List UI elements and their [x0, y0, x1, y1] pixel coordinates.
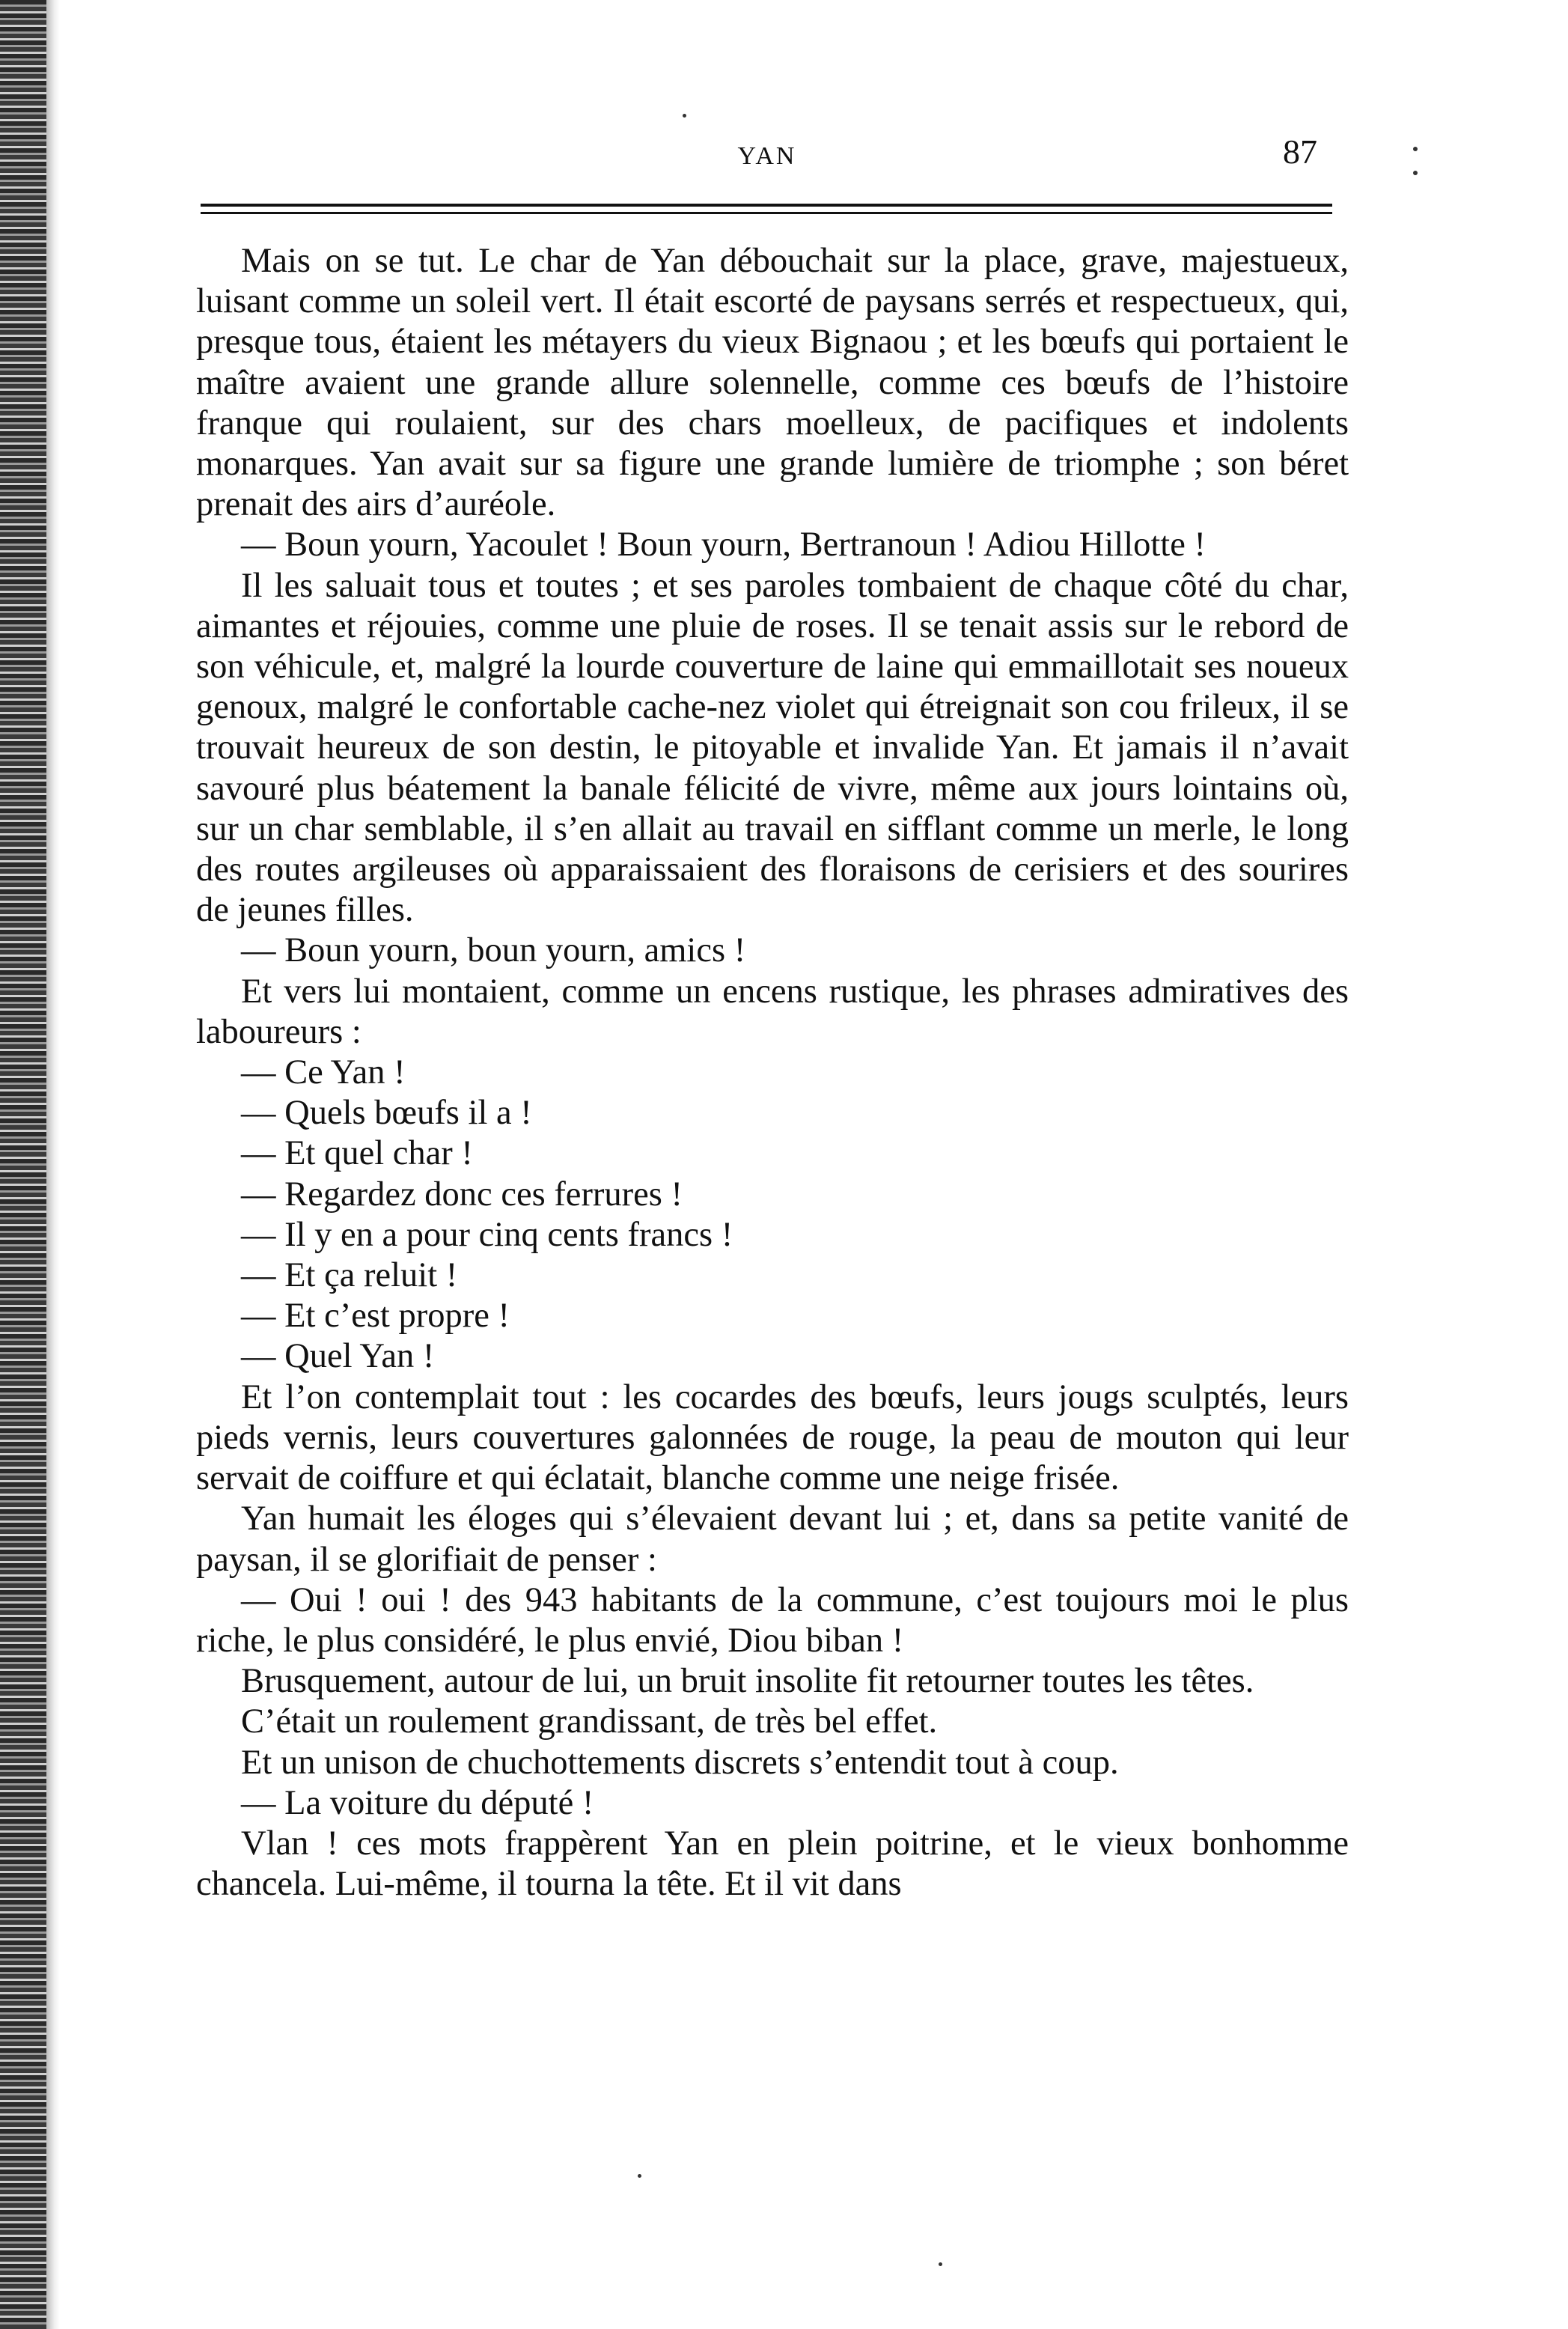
paragraph: — Quels bœufs il a ! — [241, 1094, 532, 1133]
scan-speck — [638, 2174, 641, 2178]
header-rule-thin — [201, 212, 1332, 214]
paragraph: — Et ça reluit ! — [241, 1256, 458, 1295]
scan-speck — [1413, 147, 1418, 151]
book-binding-edge — [0, 0, 46, 2329]
body-text — [196, 241, 1349, 1905]
page-gutter-shadow — [46, 0, 60, 2329]
paragraph: Mais on se tut. Le char de Yan débouchait sur la place, grave, majestueux, luisant comme un soleil vert. Il était escorté de paysans serrés et respectueux, qui, presque tous, étaient les métayers du vieux Bignaou ; et les bœufs qui portaient le maître avaient une grande allure solennelle, comme ces bœufs de l’histoire franque qui roulaient, sur des chars moelleux, de pacifiques et indolents monarques. Yan avait sur sa figure une grande lumière de triomphe ; son béret prenait des airs d’auréole. — [196, 242, 1349, 524]
scan-speck — [1413, 171, 1418, 175]
paragraph: — Et quel char ! — [241, 1134, 473, 1173]
paragraph: Et l’on contemplait tout : les cocardes des bœufs, leurs jougs sculptés, leurs pieds vernis, leurs couvertures galonnées de rouge, la peau de mouton qui leur servait de coiffure et qui éclatait, blanche comme une neige frisée. — [196, 1377, 1349, 1498]
running-header — [202, 132, 1332, 184]
paragraph: — Boun yourn, Yacoulet ! Boun yourn, Bertranoun ! Adiou Hillotte ! — [241, 526, 1206, 564]
paragraph: Et vers lui montaient, comme un encens rustique, les phrases admiratives des laboureurs : — [196, 972, 1349, 1051]
paragraph: Vlan ! ces mots frappèrent Yan en plein poitrine, et le vieux bonhomme chancela. Lui-même, il tourna la tête. Et il vit dans — [196, 1824, 1349, 1904]
paragraph: Brusquement, autour de lui, un bruit insolite fit retourner toutes les têtes. — [241, 1662, 1254, 1701]
paragraph: Il les saluait tous et toutes ; et ses paroles tombaient de chaque côté du char, aimantes et réjouies, comme une pluie de roses. Il se tenait assis sur le rebord de son véhicule, et, malgré la lourde couverture de laine qui emmaillotait ses noueux genoux, malgré le confortable cache-nez violet qui étreignait son cou frileux, il se trouvait heureux de son destin, le pitoyable et invalide Yan. Et jamais il n’avait savouré plus béatement la banale félicité de vivre, même aux jours lointains où, sur un char semblable, il s’en allait au travail en sifflant comme un merle, le long des routes argileuses où apparaissaient des floraisons de cerisiers et des sourires de jeunes filles. — [196, 566, 1349, 930]
paragraph: — Il y en a pour cinq cents francs ! — [241, 1215, 733, 1254]
paragraph: — Regardez donc ces ferrures ! — [241, 1175, 683, 1214]
page-number: 87 — [1283, 133, 1317, 171]
paragraph: Et un unison de chuchottements discrets s’entendit tout à coup. — [241, 1743, 1119, 1782]
paragraph: — Ce Yan ! — [241, 1053, 406, 1092]
paragraph: C’était un roulement grandissant, de très bel effet. — [241, 1702, 938, 1741]
paragraph: — Quel Yan ! — [241, 1337, 435, 1376]
paragraph: Yan humait les éloges qui s’élevaient devant lui ; et, dans sa petite vanité de paysan, il se glorifiait de penser : — [196, 1500, 1349, 1579]
paragraph: — La voiture du député ! — [241, 1783, 594, 1822]
scan-speck — [683, 114, 686, 118]
paragraph: — Boun yourn, boun yourn, amics ! — [241, 931, 746, 970]
scan-speck — [939, 2262, 942, 2266]
header-rule-thick — [201, 204, 1332, 207]
paragraph: — Et c’est propre ! — [241, 1297, 510, 1336]
running-title: YAN — [737, 142, 797, 170]
paragraph: — Oui ! oui ! des 943 habitants de la commune, c’est toujours moi le plus riche, le plus considéré, le plus envié, Diou biban ! — [196, 1580, 1349, 1660]
